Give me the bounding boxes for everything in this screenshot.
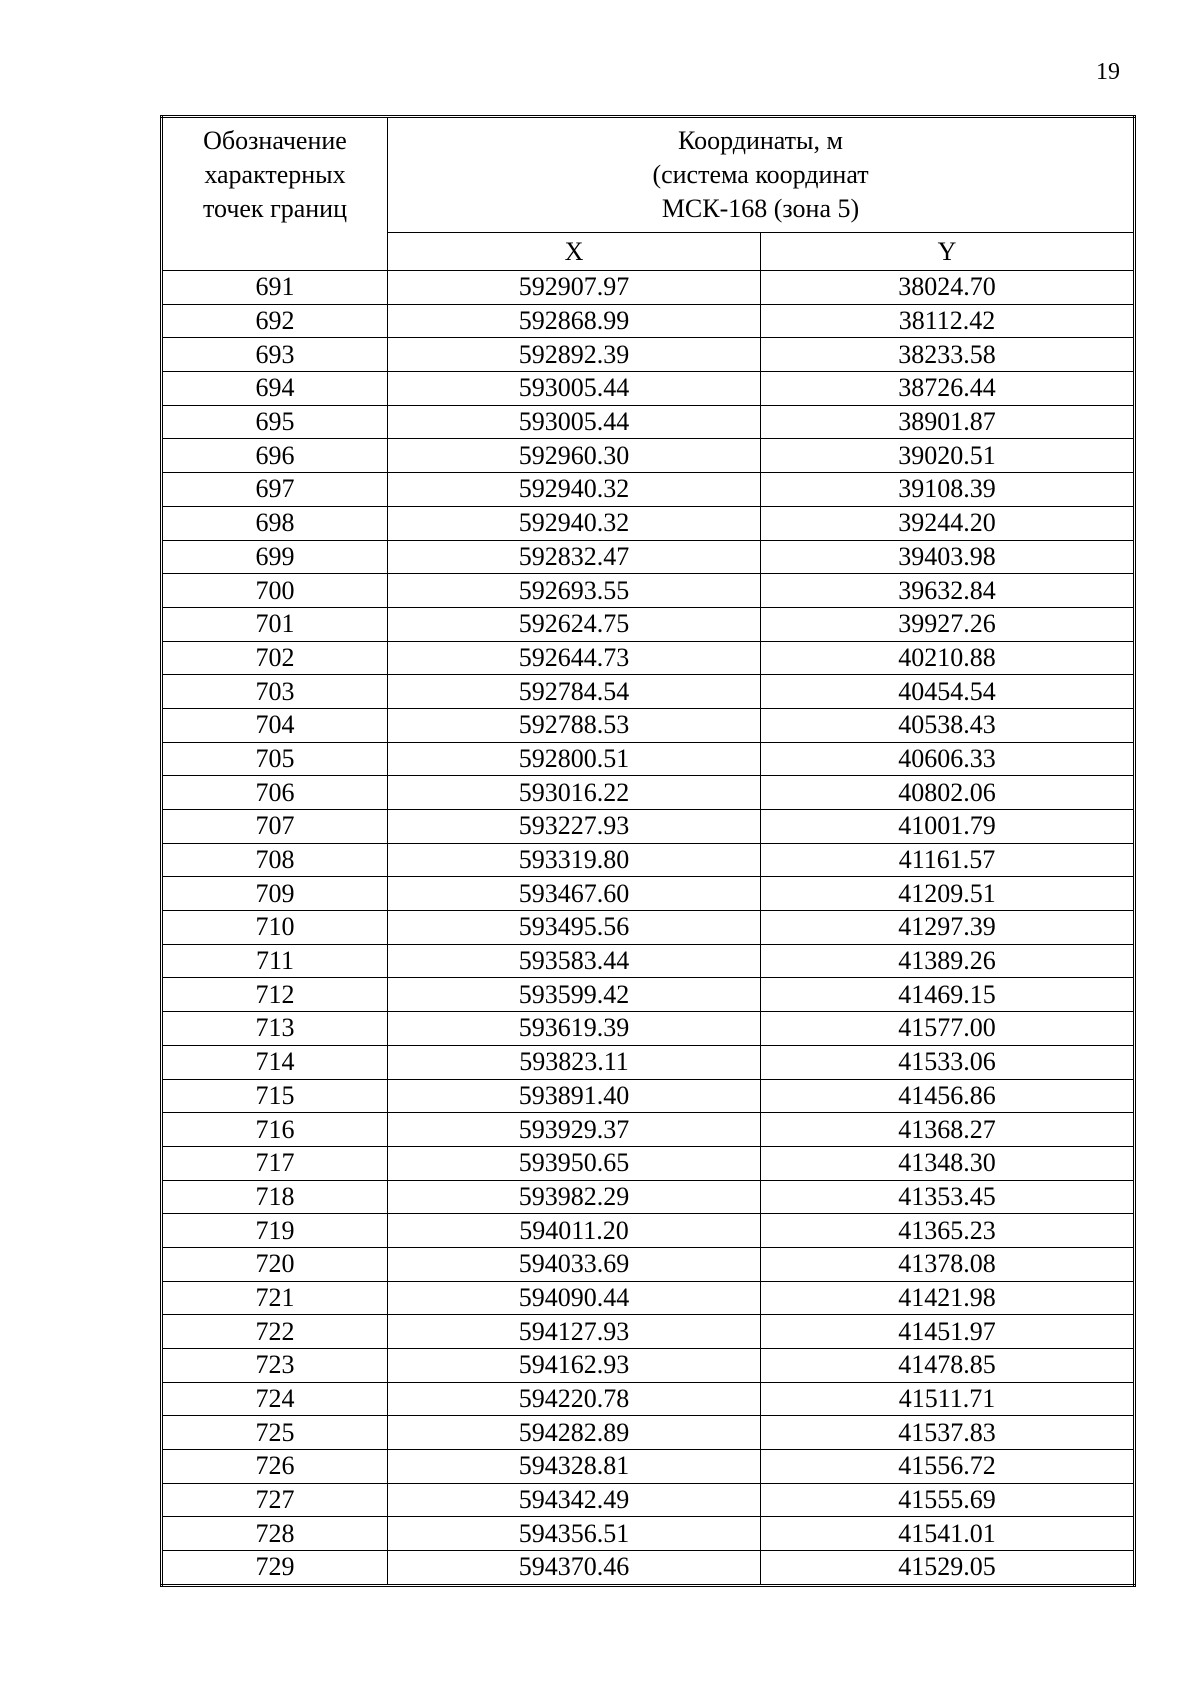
- x-coordinate-cell: 594342.49: [388, 1483, 761, 1517]
- x-coordinate-cell: 593319.80: [388, 843, 761, 877]
- y-coordinate-cell: 39632.84: [761, 574, 1135, 608]
- coordinates-table: [160, 115, 1136, 1587]
- table-row: [162, 1079, 1135, 1113]
- x-coordinate-cell: 594356.51: [388, 1517, 761, 1551]
- table-row: [162, 911, 1135, 945]
- x-coordinate-cell: 592644.73: [388, 641, 761, 675]
- table-row: [162, 675, 1135, 709]
- table-row: [162, 708, 1135, 742]
- x-coordinate-cell: 592693.55: [388, 574, 761, 608]
- point-number-cell: 710: [162, 911, 388, 945]
- y-coordinate-cell: 41378.08: [761, 1247, 1135, 1281]
- table-row: [162, 776, 1135, 810]
- y-coordinate-cell: 38233.58: [761, 338, 1135, 372]
- y-coordinate-cell: 41511.71: [761, 1382, 1135, 1416]
- y-coordinate-cell: 41209.51: [761, 877, 1135, 911]
- y-column-header: Y: [761, 233, 1135, 271]
- y-coordinate-cell: 41161.57: [761, 843, 1135, 877]
- x-coordinate-cell: 592800.51: [388, 742, 761, 776]
- y-coordinate-cell: 41297.39: [761, 911, 1135, 945]
- y-coordinate-cell: 38901.87: [761, 405, 1135, 439]
- point-number-cell: 722: [162, 1315, 388, 1349]
- table-row: [162, 439, 1135, 473]
- point-number-cell: 723: [162, 1349, 388, 1383]
- table-row: [162, 1349, 1135, 1383]
- y-coordinate-cell: 41577.00: [761, 1012, 1135, 1046]
- table-row: [162, 1382, 1135, 1416]
- point-number-cell: 721: [162, 1281, 388, 1315]
- point-number-cell: 693: [162, 338, 388, 372]
- point-label-line: характерных: [204, 160, 346, 189]
- x-coordinate-cell: 593227.93: [388, 810, 761, 844]
- x-coordinate-cell: 594127.93: [388, 1315, 761, 1349]
- x-coordinate-cell: 592960.30: [388, 439, 761, 473]
- point-number-cell: 726: [162, 1450, 388, 1484]
- x-coordinate-cell: 593583.44: [388, 944, 761, 978]
- x-coordinate-cell: 592788.53: [388, 708, 761, 742]
- x-coordinate-cell: 593016.22: [388, 776, 761, 810]
- point-number-cell: 701: [162, 607, 388, 641]
- point-number-cell: 718: [162, 1180, 388, 1214]
- x-coordinate-cell: 594370.46: [388, 1551, 761, 1586]
- table-row: [162, 877, 1135, 911]
- y-coordinate-cell: 40802.06: [761, 776, 1135, 810]
- x-coordinate-cell: 592832.47: [388, 540, 761, 574]
- table-row: [162, 810, 1135, 844]
- x-coordinate-cell: 594011.20: [388, 1214, 761, 1248]
- table-row: [162, 641, 1135, 675]
- x-coordinate-cell: 594090.44: [388, 1281, 761, 1315]
- table-row: [162, 1214, 1135, 1248]
- y-coordinate-cell: 41451.97: [761, 1315, 1135, 1349]
- y-coordinate-cell: 41478.85: [761, 1349, 1135, 1383]
- y-coordinate-cell: 41456.86: [761, 1079, 1135, 1113]
- table-row: [162, 1517, 1135, 1551]
- y-coordinate-cell: 39403.98: [761, 540, 1135, 574]
- x-coordinate-cell: 593891.40: [388, 1079, 761, 1113]
- point-number-cell: 712: [162, 978, 388, 1012]
- x-coordinate-cell: 594162.93: [388, 1349, 761, 1383]
- point-number-cell: 702: [162, 641, 388, 675]
- x-coordinate-cell: 594033.69: [388, 1247, 761, 1281]
- y-coordinate-cell: 40210.88: [761, 641, 1135, 675]
- x-coordinate-cell: 592868.99: [388, 304, 761, 338]
- table-row: [162, 944, 1135, 978]
- coordinates-header-line: (система координат: [652, 160, 869, 189]
- point-number-cell: 699: [162, 540, 388, 574]
- point-number-cell: 707: [162, 810, 388, 844]
- table-row: [162, 1281, 1135, 1315]
- y-coordinate-cell: 41389.26: [761, 944, 1135, 978]
- y-coordinate-cell: 41537.83: [761, 1416, 1135, 1450]
- y-coordinate-cell: 41556.72: [761, 1450, 1135, 1484]
- point-label-line: точек границ: [202, 194, 348, 223]
- x-coordinate-cell: 593619.39: [388, 1012, 761, 1046]
- y-coordinate-cell: 41555.69: [761, 1483, 1135, 1517]
- point-number-cell: 696: [162, 439, 388, 473]
- x-coordinate-cell: 593599.42: [388, 978, 761, 1012]
- point-number-cell: 700: [162, 574, 388, 608]
- x-coordinate-cell: 593005.44: [388, 372, 761, 406]
- point-number-cell: 715: [162, 1079, 388, 1113]
- x-coordinate-cell: 593467.60: [388, 877, 761, 911]
- table-row: [162, 607, 1135, 641]
- table-row: [162, 304, 1135, 338]
- y-coordinate-cell: 41541.01: [761, 1517, 1135, 1551]
- point-number-cell: 717: [162, 1146, 388, 1180]
- point-number-cell: 709: [162, 877, 388, 911]
- x-coordinate-cell: 593495.56: [388, 911, 761, 945]
- table-row: [162, 271, 1135, 305]
- point-number-cell: 729: [162, 1551, 388, 1586]
- x-coordinate-cell: 592784.54: [388, 675, 761, 709]
- y-coordinate-cell: 41469.15: [761, 978, 1135, 1012]
- table-row: [162, 540, 1135, 574]
- y-coordinate-cell: 38112.42: [761, 304, 1135, 338]
- point-number-cell: 716: [162, 1113, 388, 1147]
- y-coordinate-cell: 38024.70: [761, 271, 1135, 305]
- table-row: [162, 1416, 1135, 1450]
- point-number-cell: 691: [162, 271, 388, 305]
- x-column-header: X: [388, 233, 761, 271]
- point-number-cell: 703: [162, 675, 388, 709]
- y-coordinate-cell: 41368.27: [761, 1113, 1135, 1147]
- point-number-cell: 706: [162, 776, 388, 810]
- header-row: [162, 117, 1135, 233]
- x-coordinate-cell: 592940.32: [388, 473, 761, 507]
- y-coordinate-cell: 41421.98: [761, 1281, 1135, 1315]
- table-row: [162, 1180, 1135, 1214]
- table-row: [162, 372, 1135, 406]
- table-row: [162, 574, 1135, 608]
- point-number-cell: 705: [162, 742, 388, 776]
- table-row: [162, 1483, 1135, 1517]
- table-row: [162, 473, 1135, 507]
- y-coordinate-cell: 40454.54: [761, 675, 1135, 709]
- x-coordinate-cell: 592907.97: [388, 271, 761, 305]
- table-row: [162, 1045, 1135, 1079]
- table-row: [162, 1450, 1135, 1484]
- x-coordinate-cell: 592892.39: [388, 338, 761, 372]
- y-coordinate-cell: 39244.20: [761, 506, 1135, 540]
- y-coordinate-cell: 41001.79: [761, 810, 1135, 844]
- table-body: [162, 271, 1135, 1586]
- point-number-cell: 708: [162, 843, 388, 877]
- point-number-cell: 727: [162, 1483, 388, 1517]
- table-row: [162, 1315, 1135, 1349]
- point-number-cell: 720: [162, 1247, 388, 1281]
- y-coordinate-cell: 41529.05: [761, 1551, 1135, 1586]
- point-label-header: [162, 117, 388, 271]
- point-number-cell: 728: [162, 1517, 388, 1551]
- table-row: [162, 1247, 1135, 1281]
- x-coordinate-cell: 594220.78: [388, 1382, 761, 1416]
- y-coordinate-cell: 39108.39: [761, 473, 1135, 507]
- x-coordinate-cell: 594328.81: [388, 1450, 761, 1484]
- y-coordinate-cell: 41533.06: [761, 1045, 1135, 1079]
- y-coordinate-cell: 41353.45: [761, 1180, 1135, 1214]
- coordinates-header-line: Координаты, м: [678, 126, 843, 155]
- point-number-cell: 713: [162, 1012, 388, 1046]
- point-number-cell: 692: [162, 304, 388, 338]
- table-row: [162, 1012, 1135, 1046]
- table-row: [162, 405, 1135, 439]
- point-number-cell: 714: [162, 1045, 388, 1079]
- x-coordinate-cell: 593950.65: [388, 1146, 761, 1180]
- table-row: [162, 742, 1135, 776]
- table-row: [162, 1113, 1135, 1147]
- page-number: 19: [1096, 59, 1120, 85]
- y-coordinate-cell: 39927.26: [761, 607, 1135, 641]
- y-coordinate-cell: 38726.44: [761, 372, 1135, 406]
- coordinates-header: [388, 117, 1135, 233]
- table-row: [162, 506, 1135, 540]
- point-number-cell: 694: [162, 372, 388, 406]
- y-coordinate-cell: 40606.33: [761, 742, 1135, 776]
- table-row: [162, 1551, 1135, 1586]
- table-row: [162, 978, 1135, 1012]
- point-number-cell: 698: [162, 506, 388, 540]
- table-row: [162, 843, 1135, 877]
- y-coordinate-cell: 39020.51: [761, 439, 1135, 473]
- x-coordinate-cell: 593982.29: [388, 1180, 761, 1214]
- x-coordinate-cell: 593823.11: [388, 1045, 761, 1079]
- y-coordinate-cell: 41348.30: [761, 1146, 1135, 1180]
- x-coordinate-cell: 593005.44: [388, 405, 761, 439]
- point-number-cell: 725: [162, 1416, 388, 1450]
- table-row: [162, 1146, 1135, 1180]
- y-coordinate-cell: 40538.43: [761, 708, 1135, 742]
- table-row: [162, 338, 1135, 372]
- point-number-cell: 695: [162, 405, 388, 439]
- x-coordinate-cell: 593929.37: [388, 1113, 761, 1147]
- point-number-cell: 719: [162, 1214, 388, 1248]
- x-coordinate-cell: 592624.75: [388, 607, 761, 641]
- point-number-cell: 724: [162, 1382, 388, 1416]
- point-number-cell: 704: [162, 708, 388, 742]
- point-number-cell: 711: [162, 944, 388, 978]
- point-number-cell: 697: [162, 473, 388, 507]
- point-label-line: Обозначение: [203, 126, 347, 155]
- coordinates-header-line: МСК-168 (зона 5): [661, 194, 860, 223]
- x-coordinate-cell: 592940.32: [388, 506, 761, 540]
- y-coordinate-cell: 41365.23: [761, 1214, 1135, 1248]
- x-coordinate-cell: 594282.89: [388, 1416, 761, 1450]
